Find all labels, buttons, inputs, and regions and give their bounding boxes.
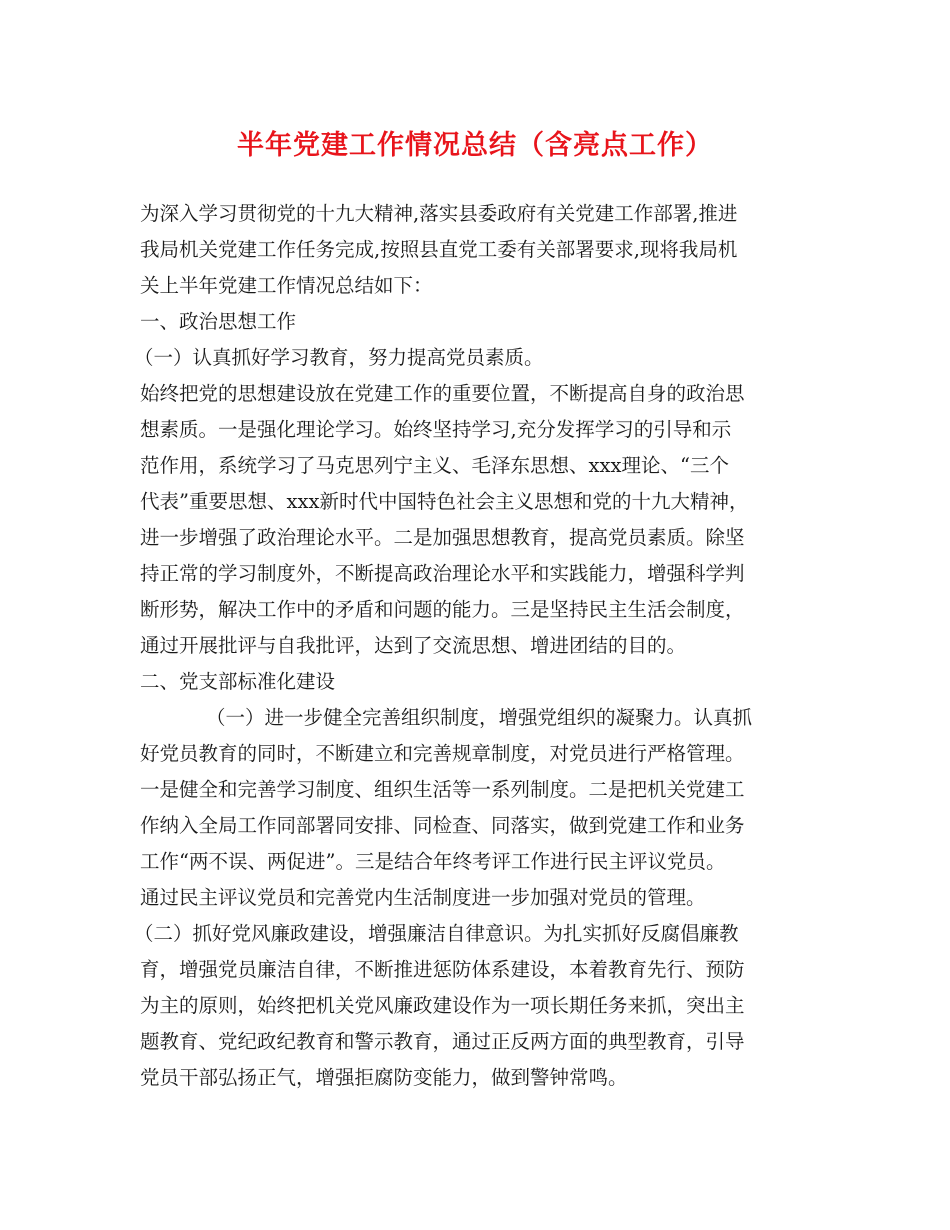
- body-line: 育，增强党员廉洁自律，不断推进惩防体系建设，本着教育先行、预防: [140, 958, 745, 981]
- body-line: 持正常的学习制度外，不断提高政治理论水平和实践能力，增强科学判: [140, 562, 745, 585]
- body-line: 通过开展批评与自我批评，达到了交流思想、增进团结的目的。: [140, 634, 687, 657]
- body-line: 我局机关党建工作任务完成,按照县直党工委有关部署要求,现将我局机: [140, 238, 738, 261]
- document-body: [134, 196, 820, 1096]
- section-heading-political-work: 一、政治思想工作: [140, 310, 297, 333]
- subsection-heading: （二）抓好党风廉政建设，增强廉洁自律意识。为扎实抓好反腐倡廉教: [134, 922, 739, 945]
- body-line: 为深入学习贯彻党的十九大精神,落实县委政府有关党建工作部署,推进: [140, 202, 738, 225]
- body-line: 断形势，解决工作中的矛盾和问题的能力。三是坚持民主生活会制度，: [140, 598, 745, 621]
- body-line: 工作“两不误、两促进”。三是结合年终考评工作进行民主评议党员。: [140, 850, 726, 873]
- body-line: 党员干部弘扬正气，增强拒腐防变能力，做到警钟常鸣。: [140, 1066, 628, 1089]
- body-line: 为主的原则，始终把机关党风廉政建设作为一项长期任务来抓，突出主: [140, 994, 745, 1017]
- section-heading-party-branch: 二、党支部标准化建设: [140, 670, 336, 693]
- body-line: 想素质。一是强化理论学习。始终坚持学习,充分发挥学习的引导和示: [140, 418, 732, 441]
- body-line: 进一步增强了政治理论水平。二是加强思想教育，提高党员素质。除坚: [140, 526, 745, 549]
- body-line: 关上半年党建工作情况总结如下：: [140, 274, 433, 297]
- body-line: 作纳入全局工作同部署同安排、同检查、同落实，做到党建工作和业务: [140, 814, 745, 837]
- body-line: 题教育、党纪政纪教育和警示教育，通过正反两方面的典型教育，引导: [140, 1030, 745, 1053]
- subsection-heading: （一）认真抓好学习教育，努力提高党员素质。: [134, 346, 544, 369]
- subsection-heading: （一）进一步健全完善组织制度，增强党组织的凝聚力。认真抓: [206, 706, 753, 729]
- body-line: 好党员教育的同时，不断建立和完善规章制度，对党员进行严格管理。: [140, 742, 745, 765]
- body-line: 范作用，系统学习了马克思列宁主义、毛泽东思想、xxx理论、“三个: [140, 454, 729, 477]
- body-line: 始终把党的思想建设放在党建工作的重要位置，不断提高自身的政治思: [140, 382, 745, 405]
- body-line: 通过民主评议党员和完善党内生活制度进一步加强对党员的管理。: [140, 886, 706, 909]
- body-line: 代表”重要思想、xxx新时代中国特色社会主义思想和党的十九大精神，: [140, 490, 749, 513]
- body-line: 一是健全和完善学习制度、组织生活等一系列制度。二是把机关党建工: [140, 778, 745, 801]
- document-title: 半年党建工作情况总结（含亮点工作）: [237, 130, 713, 161]
